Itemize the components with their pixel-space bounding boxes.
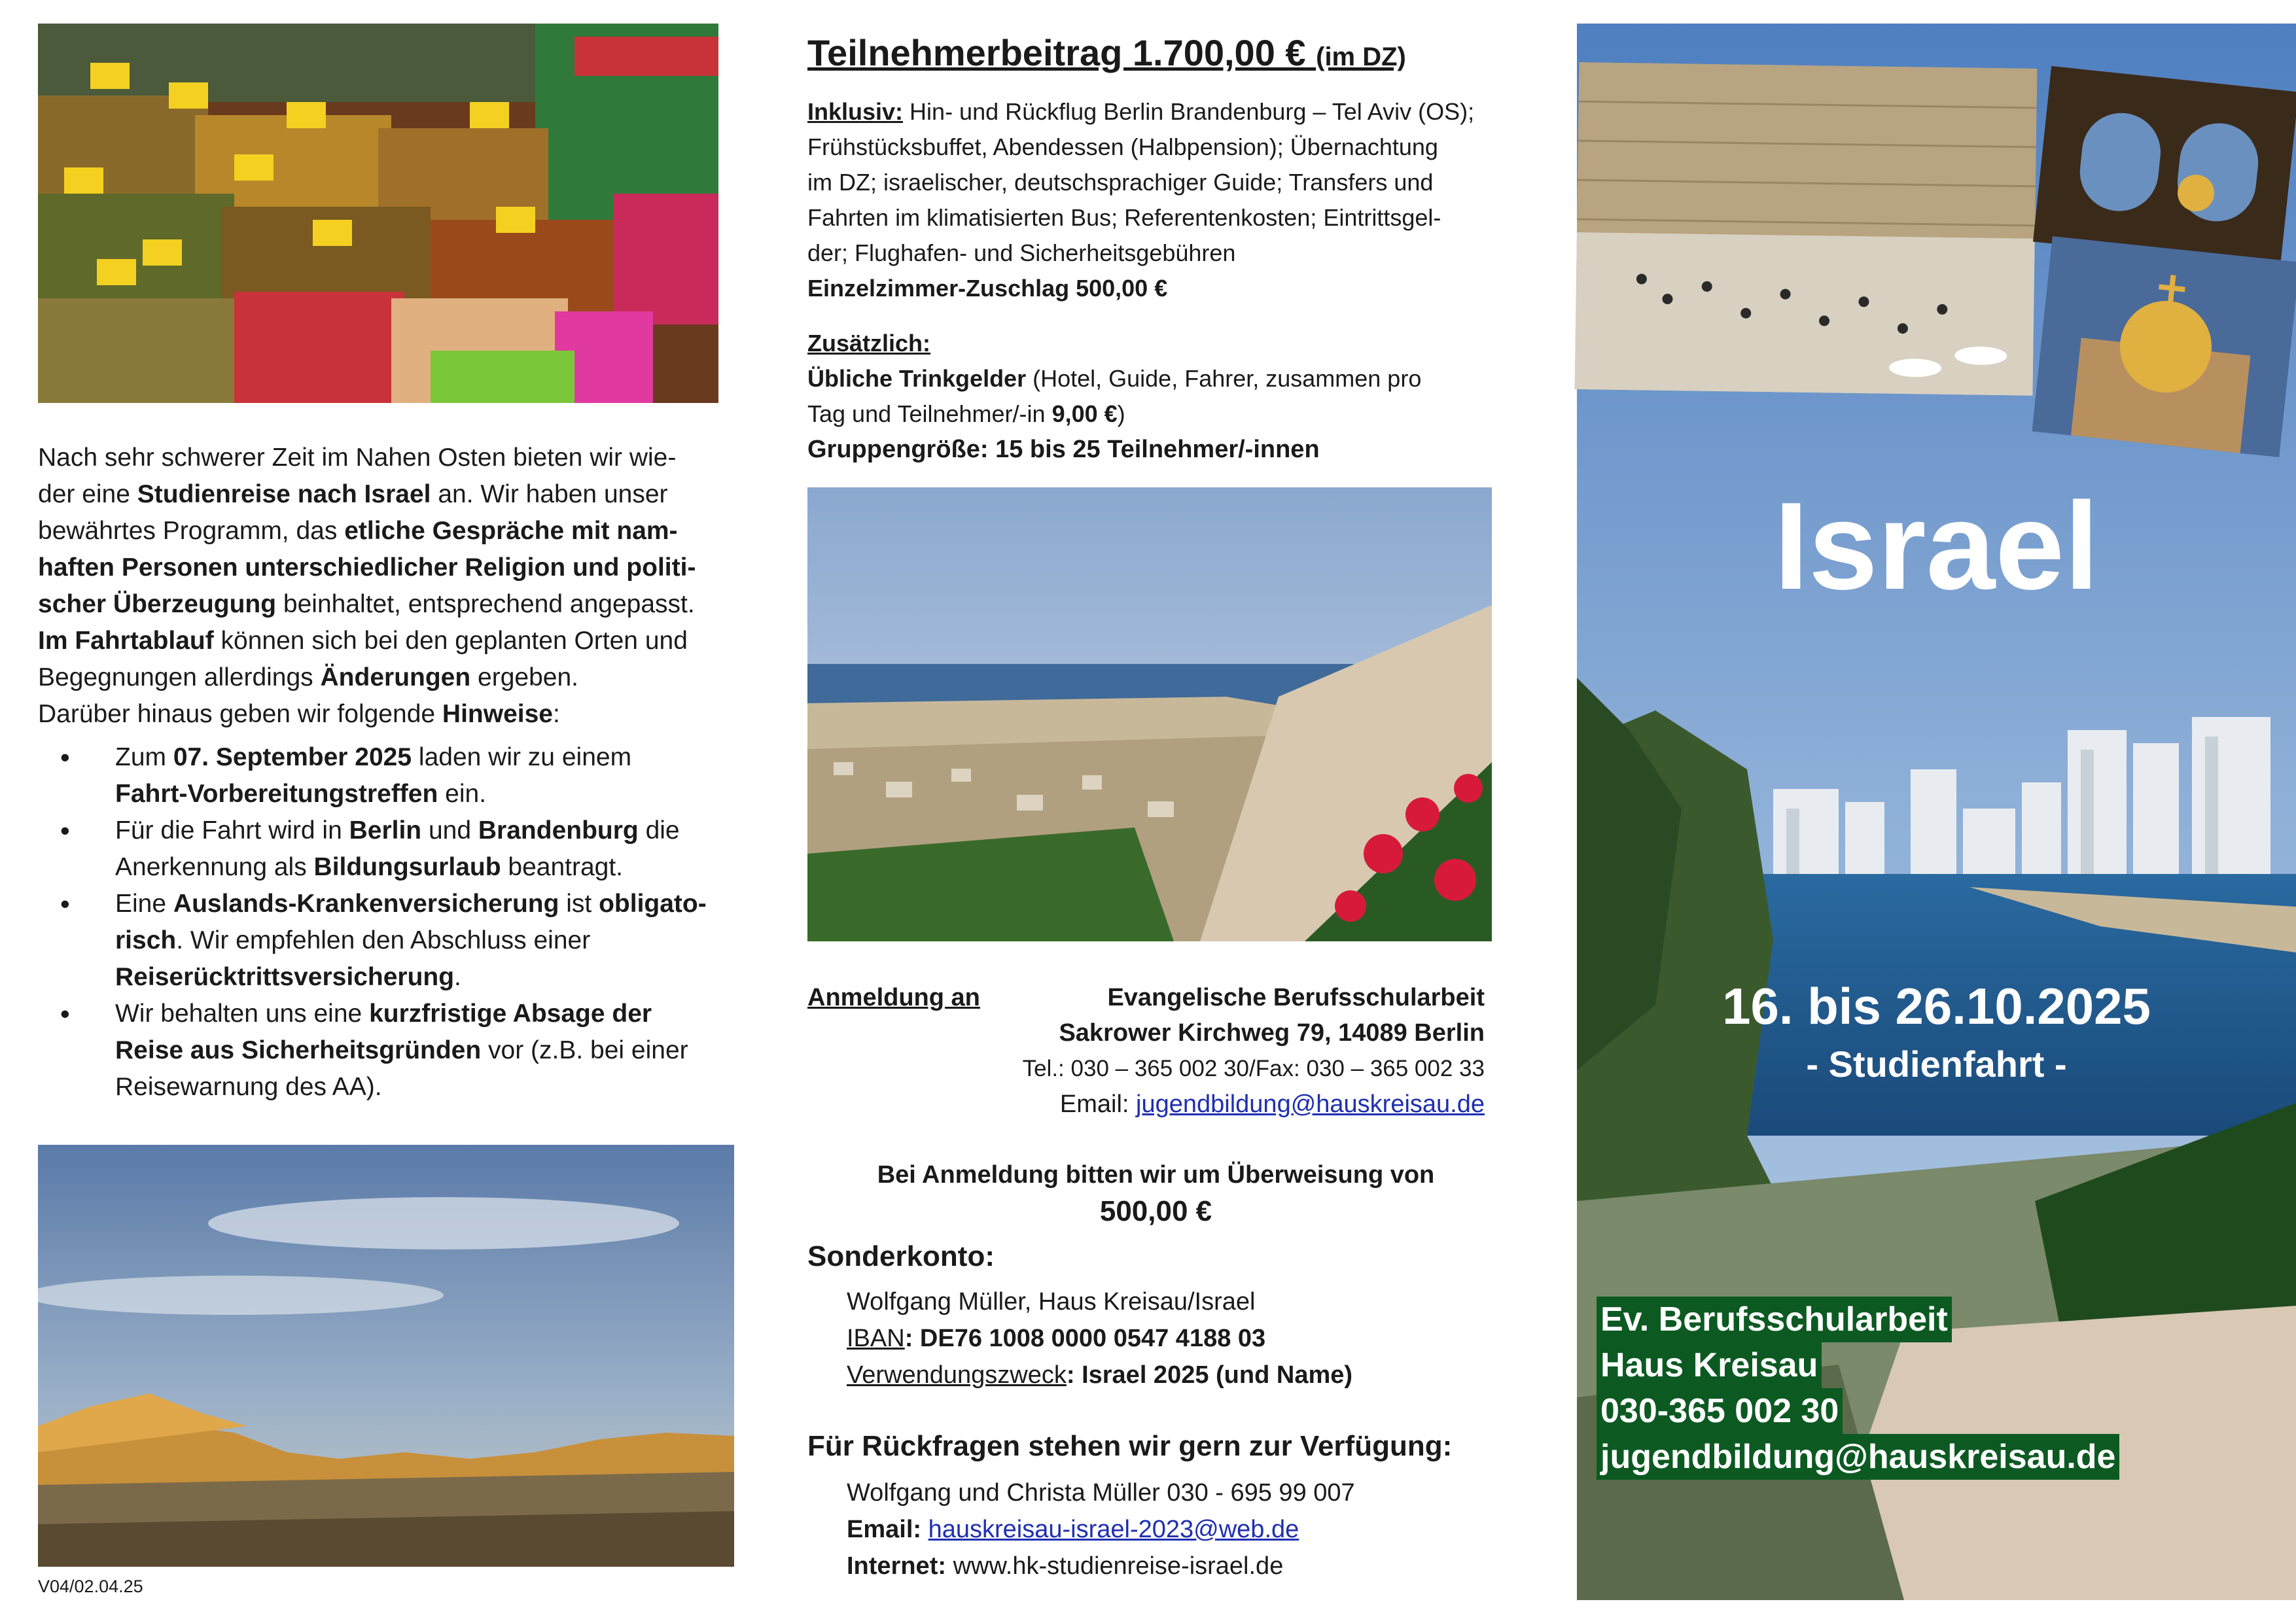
organizer-email-link[interactable]: jugendbildung@hauskreisau.de — [1136, 1091, 1485, 1118]
church-photo — [2032, 236, 2296, 457]
intro-text — [38, 440, 738, 1106]
cover-contact-box — [1597, 1297, 2119, 1480]
cover-title: Israel — [1774, 477, 2099, 616]
payment-request: Bei Anmeldung bitten wir um Überweisung von 500,00 € — [877, 1161, 1435, 1227]
price-heading: Teilnehmerbeitrag 1.700,00 € (im DZ) — [807, 32, 1406, 73]
inclusive-section: Inklusiv: Hin- und Rückflug Berlin Brandenburg – Tel Aviv (OS); Frühstücksbuffet, Abendessen (Halbpension); Übernachtung im DZ; israelischer, deutschsprachiger Guide; Transfers und Fahrten im klimatisierten Bus; Referentenkosten; Eintrittsgel- der; Flughafen- und Sicherheitsgebühren Einzelzimmer-Zuschlag 500,00 € Zusätzlich: Übliche Trinkgelder (Hotel, Guide, Fahrer, zusammen pro Tag und Teilnehmer/-in 9,00 €) Gruppengröße: 15 bis 25 Teilnehmer/-innen — [807, 98, 1475, 463]
account-details: Wolfgang Müller, Haus Kreisau/Israel IBAN: DE76 1008 0000 0547 4188 03 Verwendungszweck: Israel 2025 (und Name) — [847, 1288, 1353, 1389]
list-item: • Eine Auslands-Krankenversicherung ist obligato- risch. Wir empfehlen den Abschluss einer Reiserücktrittsversicherung. — [115, 886, 738, 996]
cover-subtitle: - Studienfahrt - — [1806, 1043, 2067, 1085]
organizer-address: Evangelische Berufsschularbeit Sakrower Kirchweg 79, 14089 Berlin Tel.: 030 – 365 002 30/Fax: 030 – 365 002 33 Email: jugendbildung@hauskreisau.de — [1022, 984, 1485, 1118]
haifa-photo — [807, 487, 1492, 941]
version-label: V04/02.04.25 — [38, 1577, 143, 1596]
contact-details: Wolfgang und Christa Müller 030 - 695 99 007 Email: hauskreisau-israel-2023@web.de Internet: www.hk-studienreise-israel.de — [847, 1479, 1355, 1580]
website-url: www.hk-studienreise-israel.de — [953, 1552, 1284, 1580]
western-wall-photo — [1575, 62, 2038, 396]
list-item: • Für die Fahrt wird in Berlin und Brandenburg die Anerkennung als Bildungsurlaub beantragt. — [115, 812, 738, 886]
contact-email-link[interactable]: hauskreisau-israel-2023@web.de — [928, 1516, 1299, 1543]
spice-market-photo — [38, 24, 718, 403]
cover-contact-line: Haus Kreisau — [1597, 1342, 1822, 1388]
desert-photo — [38, 1145, 734, 1567]
questions-heading: Für Rückfragen stehen wir gern zur Verfügung: — [807, 1430, 1453, 1462]
cover-dates: 16. bis 26.10.2025 — [1722, 977, 2151, 1035]
list-item: • Wir behalten uns eine kurzfristige Absage der Reise aus Sicherheitsgründen vor (z.B. bei einer Reisewarnung des AA). — [115, 996, 738, 1106]
arches-photo — [2033, 66, 2296, 268]
hinweise-list — [38, 739, 738, 1106]
cover-contact-line: jugendbildung@hauskreisau.de — [1597, 1434, 2119, 1480]
account-heading: Sonderkonto: — [807, 1240, 995, 1272]
cover-contact-line: 030-365 002 30 — [1597, 1388, 1843, 1434]
intro-paragraph: Nach sehr schwerer Zeit im Nahen Osten bieten wir wie- der eine Studienreise nach Israel an. Wir haben unser bewährtes Programm, das etliche Gespräche mit nam- haften Personen unterschiedlicher Religion und politi- scher Überzeugung beinhaltet, entsprechend angepasst. Im Fahrtablauf können sich bei den geplanten Orten und Begegnungen allerdings Änderungen ergeben. Darüber hinaus geben wir folgende Hinweise: — [38, 444, 696, 728]
registration-label: Anmeldung an — [807, 984, 980, 1011]
list-item: • Zum 07. September 2025 laden wir zu einem Fahrt-Vorbereitungstreffen ein. — [115, 739, 738, 812]
cover-contact-line: Ev. Berufsschularbeit — [1597, 1297, 1952, 1342]
